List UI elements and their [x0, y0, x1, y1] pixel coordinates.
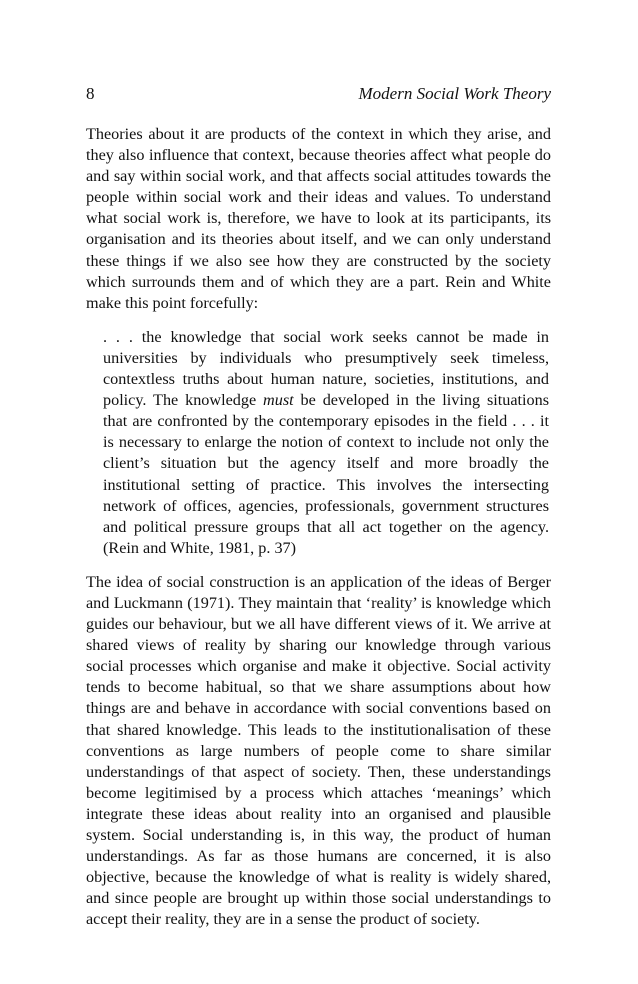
running-title: Modern Social Work Theory	[358, 84, 551, 103]
paragraph-1: Theories about it are products of the context in which they arise, and they also influence that context, because theories affect what people do and say within social work, and that affects social attitudes towards the people within social work and their ideas and values. To understand what social work is, therefore, we have to look at its participants, its organisation and its theories about itself, and we can only understand these things if we also see how they are constructed by the society which surrounds them and of which they are a part. Rein and White make this point forcefully:	[86, 125, 551, 312]
paragraph-2: The idea of social construction is an application of the ideas of Berger and Luckmann (1971). They maintain that ‘reality’ is knowledge which guides our behaviour, but we all have different views of it. We arrive at shared views of reality by sharing our knowledge through various social processes which organise and make it objective. Social activity tends to become habitual, so that we share assumptions about how things are and behave in accordance with social conventions based on that shared knowledge. This leads to the institutionalisation of these conventions as large numbers of people come to share similar understandings of that aspect of society. Then, these understandings become legitimised by a process which attaches ‘meanings’ which integrate these ideas about reality into an organised and plausible system. Social understanding is, in this way, the product of human understandings. As far as those humans are concerned, it is also objective, because the knowledge of what is reality is widely shared, and since people are brought up within those social understandings to accept their reality, they are in a sense the product of society.	[86, 572, 551, 929]
quote-emphasis: must	[263, 391, 294, 410]
quote-text-part-2: be developed in the living situations that are confronted by the contemporary episodes in the field . . . it is necessary to enlarge the notion of context to include not only the client’s situation but the agency itself and more broadly the institutional setting of practice. This involves the intersecting network of offices, agencies, professionals, government structures and political pressure groups that all act together on the agency. (Rein and White, 1981, p. 37)	[103, 391, 549, 557]
page-header	[86, 82, 551, 106]
block-quote	[103, 327, 549, 559]
body-text	[86, 124, 551, 930]
quote-text-part-1: . . . the knowledge that social work seeks cannot be made in universities by individuals who presumptively seek timeless, contextless truths about human nature, societies, institutions, and policy. The knowledge	[103, 327, 549, 410]
page-number: 8	[86, 84, 95, 103]
